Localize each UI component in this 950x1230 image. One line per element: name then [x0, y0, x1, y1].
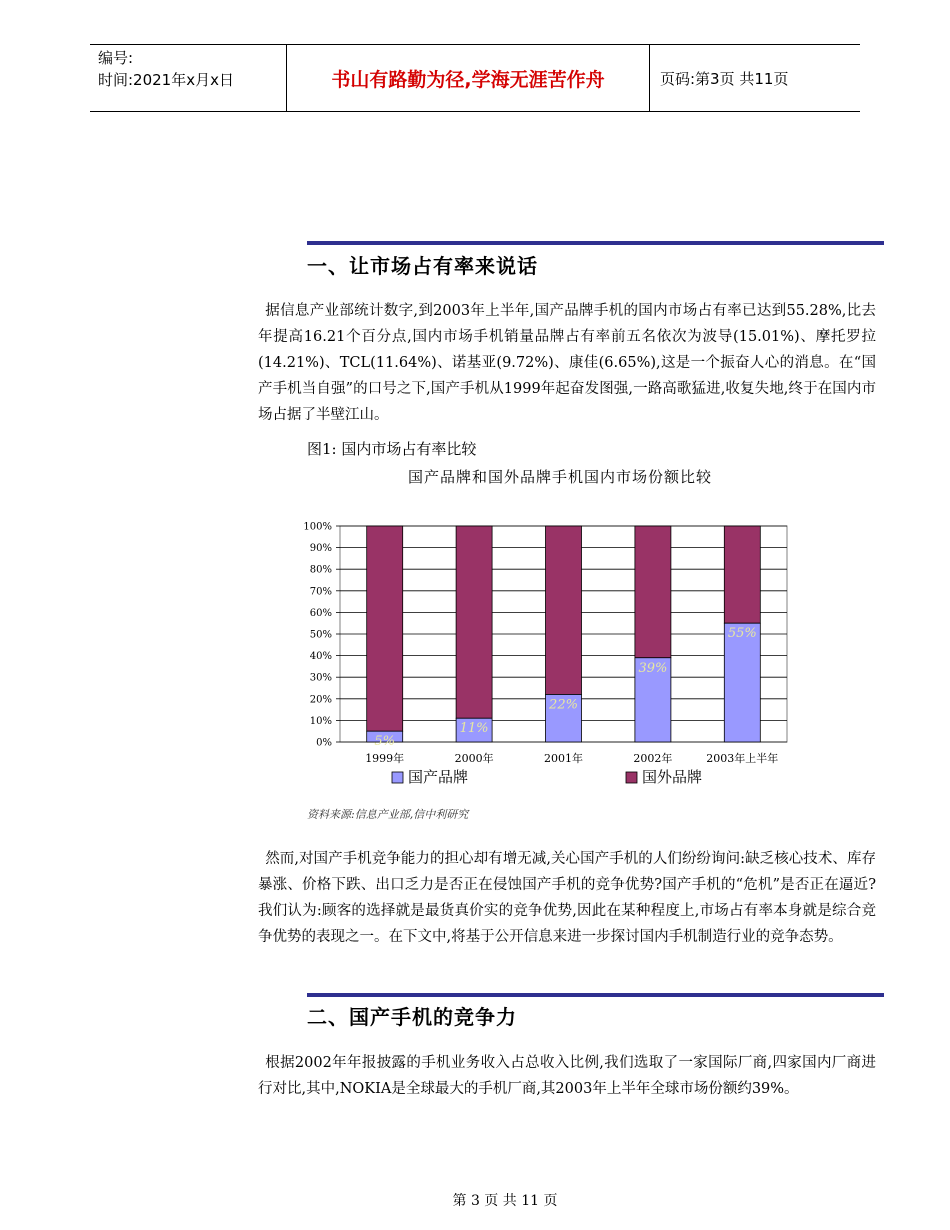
- bar-foreign: [456, 526, 492, 718]
- x-tick-label: 2003年上半年: [706, 752, 779, 765]
- section-title: 一、让市场占有率来说话: [307, 254, 538, 278]
- section-title: 二、国产手机的竞争力: [307, 1005, 517, 1029]
- x-tick-label: 2000年: [454, 752, 494, 765]
- y-tick-label: 10%: [309, 715, 332, 727]
- bar-foreign: [546, 526, 582, 694]
- header-page-info: 页码:第3页 共11页: [660, 69, 789, 88]
- y-tick-label: 40%: [309, 651, 332, 663]
- section-rule: [307, 993, 884, 997]
- figure-caption: 图1: 国内市场占有率比较: [307, 440, 477, 458]
- paragraph: 根据2002年年报披露的手机业务收入占总收入比例,我们选取了一家国际厂商,四家国内厂商进行对比,其中,NOKIA是全球最大的手机厂商,其2003年上半年全球市场份额约39%。: [258, 1055, 876, 1097]
- y-tick-label: 90%: [309, 543, 332, 555]
- header-meta: [98, 47, 234, 91]
- page-header: [90, 44, 860, 112]
- data-label: 55%: [727, 626, 757, 642]
- data-label: 22%: [549, 697, 578, 713]
- y-tick-label: 60%: [309, 607, 332, 619]
- x-tick-label: 1999年: [365, 752, 405, 765]
- bar-foreign: [367, 526, 403, 731]
- data-label: 5%: [374, 734, 396, 750]
- code-label: 编号:: [98, 49, 134, 67]
- x-tick-label: 2001年: [544, 752, 583, 765]
- paragraph: 然而,对国产手机竞争能力的担心却有增无减,关心国产手机的人们纷纷询问:缺乏核心技术、库存暴涨、价格下跌、出口乏力是否正在侵蚀国产手机的竞争优势?国产手机的“危机”是否正在逼近?我们认为:顾客的选择就是最货真价实的竞争优势,因此在某种程度上,市场占有率本身就是综合竞争优势的表现之一。在下文中,将基于公开信息来进一步探讨国内手机制造行业的竞争态势。: [258, 851, 876, 945]
- paragraph: 据信息产业部统计数字,到2003年上半年,国产品牌手机的国内市场占有率已达到55.28%,比去年提高16.21个百分点,国内市场手机销量品牌占有率前五名依次为波导(15.01%)、摩托罗拉(14.21%)、TCL(11.64%)、诺基亚(9.72%)、康佳(6.65%),这是一个振奋人心的消息。在“国产手机当自强”的口号之下,国产手机从1999年起奋发图强,一路高歌猛进,收复失地,终于在国内市场占据了半壁江山。: [258, 303, 876, 423]
- chart-title: 国产品牌和国外品牌手机国内市场份额比较: [407, 468, 712, 486]
- y-tick-label: 0%: [316, 737, 332, 749]
- x-tick-label: 2002年: [633, 752, 673, 765]
- y-tick-label: 70%: [309, 586, 332, 598]
- y-tick-label: 50%: [309, 629, 332, 641]
- market-share-chart: [290, 510, 810, 800]
- legend-label: 国外品牌: [642, 768, 703, 786]
- y-tick-label: 100%: [303, 521, 332, 533]
- y-tick-label: 30%: [309, 672, 332, 684]
- legend-label: 国产品牌: [408, 768, 469, 786]
- y-tick-label: 20%: [309, 694, 332, 706]
- legend-swatch: [392, 772, 403, 783]
- data-label: 11%: [459, 721, 489, 737]
- y-tick-label: 80%: [309, 564, 332, 576]
- header-divider: [649, 45, 650, 111]
- header-motto: 书山有路勤为径,学海无涯苦作舟: [331, 68, 605, 91]
- bar-foreign: [635, 526, 671, 658]
- page-footer: 第 3 页 共 11 页: [452, 1193, 558, 1209]
- data-label: 39%: [638, 660, 668, 676]
- time-label: 时间:2021年x月x日: [98, 71, 234, 89]
- legend-swatch: [626, 772, 637, 783]
- bar-foreign: [724, 526, 760, 623]
- section-rule: [307, 241, 884, 245]
- figure-source: 资料来源:信息产业部,信中利研究: [307, 808, 469, 821]
